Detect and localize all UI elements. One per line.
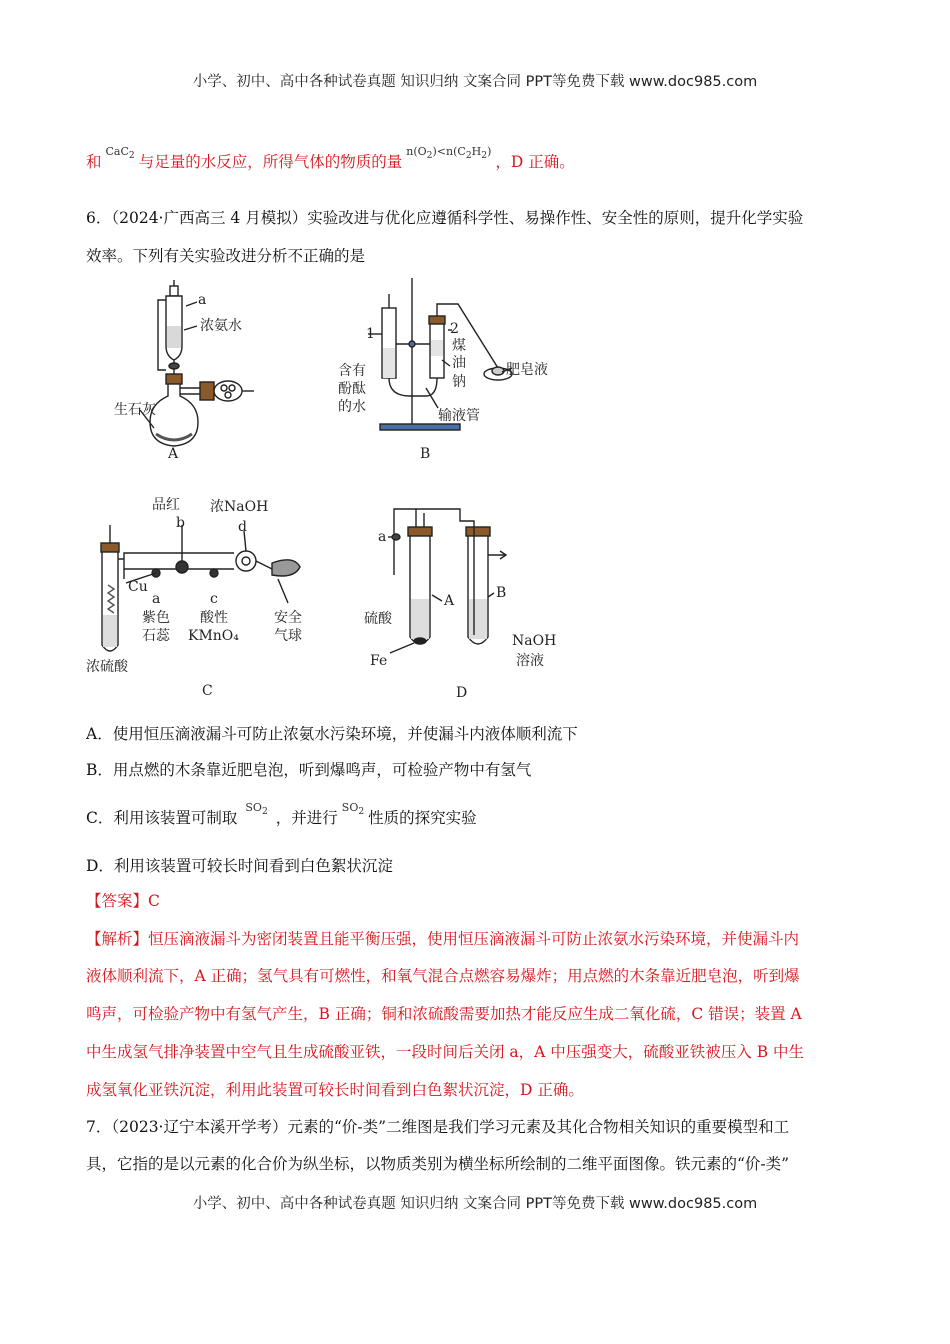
caption-c: C bbox=[202, 683, 213, 699]
label-phenol1: 含有 bbox=[338, 363, 366, 379]
label-naoh1: NaOH bbox=[512, 633, 557, 649]
label-1: 1 bbox=[366, 326, 375, 342]
formula-mole-compare: n(O2)<n(C2H2) bbox=[406, 145, 492, 162]
figure-a bbox=[100, 278, 300, 463]
label-fe: Fe bbox=[370, 653, 388, 669]
explanation-line1: 【解析】恒压滴液漏斗为密闭装置且能平衡压强，使用恒压滴液漏斗可防止浓氨水污染环境，并使漏斗内 bbox=[86, 930, 800, 948]
q6-stem-line1: 6．（2024·广西高三 4 月模拟）实验改进与优化应遵循科学性、易操作性、安全性的原则，提升化学实验 bbox=[86, 209, 804, 227]
caption-b: B bbox=[420, 446, 431, 462]
label-h2so4: 浓硫酸 bbox=[86, 659, 128, 675]
explanation-line5: 成氢氧化亚铁沉淀，利用此装置可较长时间看到白色絮状沉淀，D 正确。 bbox=[86, 1081, 584, 1099]
label-lime: 生石灰 bbox=[114, 402, 156, 418]
label-litmus2: 石蕊 bbox=[142, 628, 170, 644]
label-tube: 输液管 bbox=[438, 408, 480, 424]
formula-so2-b: SO2 bbox=[341, 801, 365, 818]
caption-d: D bbox=[456, 685, 468, 701]
label-kmno4-2: KMnO₄ bbox=[188, 628, 239, 644]
label-a: a bbox=[198, 292, 207, 308]
formula-cac2: CaC2 bbox=[105, 145, 135, 162]
label-acid: 硫酸 bbox=[364, 611, 392, 627]
option-a: A．使用恒压滴液漏斗可防止浓氨水污染环境，并使漏斗内液体顺利流下 bbox=[86, 725, 578, 743]
figure-d bbox=[356, 505, 576, 705]
figure-b bbox=[330, 278, 560, 463]
q7-line2: 具，它指的是以元素的化合价为纵坐标，以物质类别为横坐标所绘制的二维平面图像。铁元素的“价-类” bbox=[86, 1155, 790, 1173]
label-2: 2 bbox=[450, 321, 459, 337]
label-balloon2: 气球 bbox=[274, 628, 302, 644]
option-d: D．利用该装置可较长时间看到白色絮状沉淀 bbox=[86, 857, 393, 875]
label-tube-b: B bbox=[496, 585, 507, 601]
label-b: b bbox=[176, 515, 185, 531]
prev-answer-part1: 和 bbox=[86, 153, 102, 171]
explanation-line3: 鸣声，可检验产物中有氢气产生，B 正确；铜和浓硫酸需要加热才能反应生成二氧化硫，C 错误；装置 A bbox=[86, 1005, 802, 1023]
explanation-line4: 中生成氢气排净装置中空气且生成硫酸亚铁，一段时间后关闭 a，A 中压强变大，硫酸亚铁被压入 B 中生 bbox=[86, 1043, 805, 1061]
label-kerosene1: 煤 bbox=[452, 338, 466, 354]
label-a-c: a bbox=[152, 591, 161, 607]
page-footer: 小学、初中、高中各种试卷真题 知识归纳 文案合同 PPT等免费下载 www.doc985.com bbox=[192, 1196, 758, 1212]
label-naoh2: 溶液 bbox=[516, 653, 544, 669]
label-c: c bbox=[210, 591, 218, 607]
prev-answer-part3: ，D 正确。 bbox=[495, 153, 575, 171]
formula-so2-a: SO2 bbox=[245, 801, 268, 818]
label-pinhong: 品红 bbox=[152, 497, 180, 513]
figure-c bbox=[84, 495, 324, 705]
label-phenol3: 的水 bbox=[338, 399, 366, 415]
label-sodium: 钠 bbox=[452, 374, 466, 390]
q7-line1: 7．（2023·辽宁本溪开学考）元素的“价-类”二维图是我们学习元素及其化合物相关知识的重要模型和工 bbox=[86, 1118, 790, 1136]
label-kmno4-1: 酸性 bbox=[200, 610, 228, 626]
option-b: B．用点燃的木条靠近肥皂泡，听到爆鸣声，可检验产物中有氢气 bbox=[86, 761, 532, 779]
label-tube-a: A bbox=[444, 593, 455, 609]
prev-answer-part2: 与足量的水反应，所得气体的物质的量 bbox=[138, 153, 403, 171]
label-naoh: 浓NaOH bbox=[210, 499, 269, 515]
label-soap: 肥皂液 bbox=[506, 362, 548, 378]
caption-a: A bbox=[168, 446, 179, 462]
prev-answer-line bbox=[86, 145, 575, 173]
explanation-line2: 液体顺利流下，A 正确；氢气具有可燃性，和氧气混合点燃容易爆炸；用点燃的木条靠近肥皂泡，听到爆 bbox=[86, 967, 800, 985]
label-cu: Cu bbox=[128, 579, 148, 595]
label-phenol2: 酚酞 bbox=[338, 381, 366, 397]
page-header: 小学、初中、高中各种试卷真题 知识归纳 文案合同 PPT等免费下载 www.doc985.com bbox=[192, 74, 758, 90]
label-balloon1: 安全 bbox=[274, 610, 302, 626]
label-d: d bbox=[238, 519, 247, 535]
q6-stem-line2: 效率。下列有关实验改进分析不正确的是 bbox=[86, 247, 366, 265]
option-c: C．利用该装置可制取$^{SO_2}$ ，并进行$^{SO_2}$ 性质的探究实验 bbox=[86, 801, 477, 827]
label-ammonia: 浓氨水 bbox=[200, 318, 242, 334]
label-a-d: a bbox=[378, 529, 387, 545]
label-litmus1: 紫色 bbox=[142, 610, 170, 626]
explanation-tag: 【解析】 bbox=[86, 930, 149, 948]
label-kerosene2: 油 bbox=[452, 355, 466, 371]
answer: 【答案】C bbox=[86, 892, 160, 910]
